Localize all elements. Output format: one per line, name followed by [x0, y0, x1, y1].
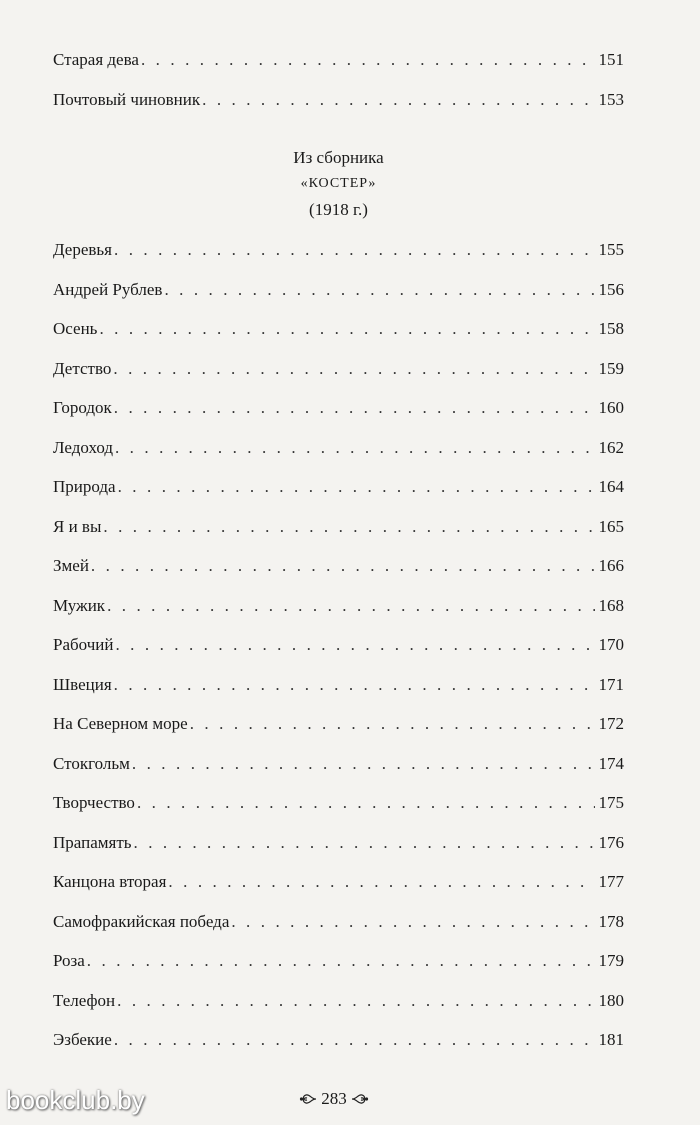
leader-dots	[99, 319, 594, 339]
leader-dots	[115, 635, 594, 655]
toc-entry	[53, 833, 624, 853]
toc-entry-page: 158	[598, 319, 624, 338]
toc-entry	[53, 754, 624, 774]
toc-entry	[53, 872, 624, 892]
toc-entry-page: 172	[598, 714, 624, 733]
toc-entry-title: Змей	[53, 556, 89, 575]
leader-dots	[114, 398, 595, 418]
toc-entry-title: Городок	[53, 398, 112, 417]
toc-entry-page: 179	[598, 951, 624, 970]
toc-entry	[53, 951, 624, 971]
leader-dots	[114, 240, 595, 260]
section-line-1: Из сборника	[293, 148, 384, 167]
toc-entry-page: 166	[598, 556, 624, 575]
toc-entry	[53, 280, 624, 300]
leader-dots	[132, 754, 595, 774]
leader-dots	[231, 912, 594, 932]
toc-entry	[53, 596, 624, 616]
toc-entry-title: Канцона вторая	[53, 872, 167, 891]
page-footer	[0, 1075, 700, 1115]
toc-entry	[53, 991, 624, 1011]
leader-dots	[87, 951, 595, 971]
toc-entry-title: Детство	[53, 358, 112, 378]
leader-dots	[117, 991, 594, 1011]
toc-entry	[53, 912, 624, 932]
toc-entry-page: 177	[598, 872, 624, 891]
leader-dots	[107, 596, 594, 616]
leader-dots	[202, 90, 594, 110]
toc-entry-page: 156	[598, 279, 624, 299]
toc-entry-page: 174	[598, 753, 624, 773]
left-ornament-icon	[299, 1092, 317, 1106]
toc-entry-page: 155	[598, 240, 624, 259]
toc-entry	[53, 319, 624, 339]
leader-dots	[114, 675, 595, 695]
toc-entry	[53, 714, 624, 734]
toc-entry	[53, 477, 624, 497]
leader-dots	[103, 517, 594, 537]
leader-dots	[141, 50, 595, 70]
toc-entry-title: Ледоход	[53, 437, 113, 457]
leader-dots	[113, 359, 594, 379]
toc-entry-page: 175	[598, 793, 624, 812]
leader-dots	[134, 833, 595, 853]
toc-entry-title: Телефон	[53, 990, 116, 1010]
leader-dots	[168, 872, 594, 892]
toc-page	[53, 0, 624, 1125]
leader-dots	[114, 1030, 595, 1050]
leader-dots	[190, 714, 595, 734]
toc-entry-page: 180	[598, 990, 624, 1010]
toc-entry	[53, 438, 624, 458]
toc-entry-title: Творчество	[53, 793, 135, 812]
toc-entry-page: 165	[598, 516, 624, 536]
toc-entry-page: 176	[598, 832, 624, 852]
toc-entry-title: Швеция	[53, 674, 112, 694]
toc-entry-title: Андрей Рублев	[53, 279, 163, 299]
toc-entry	[53, 359, 624, 379]
section-heading	[53, 145, 624, 223]
toc-entry-title: Мужик	[53, 595, 106, 615]
leader-dots	[137, 793, 595, 813]
toc-entry-title: Почтовый чиновник	[53, 90, 201, 109]
toc-entry	[53, 635, 624, 655]
toc-entry-page: 151	[598, 50, 624, 69]
toc-entry	[53, 1030, 624, 1050]
toc-entry-title: Деревья	[53, 240, 112, 259]
section-year: (1918 г.)	[309, 200, 368, 219]
toc-entry-page: 181	[598, 1030, 624, 1049]
toc-entry-title: Старая дева	[53, 50, 139, 69]
toc-entry-title: Природа	[53, 477, 116, 496]
toc-entry-title: Осень	[53, 319, 98, 338]
toc-entry	[53, 517, 624, 537]
toc-entry-title: Рабочий	[53, 635, 114, 654]
toc-entry-title: Прапамять	[53, 832, 132, 852]
toc-entry-page: 159	[598, 358, 624, 378]
toc-entry-title: На Северном море	[53, 714, 188, 733]
folio	[286, 1089, 382, 1109]
toc-entry-page: 170	[598, 635, 624, 654]
section-collection-name: «КОСТЕР»	[300, 176, 377, 191]
page-number: 283	[321, 1089, 347, 1108]
toc-entry	[53, 90, 624, 110]
toc-entry-title: Стокгольм	[53, 753, 130, 773]
toc-entry	[53, 50, 624, 70]
toc-entry-page: 168	[598, 595, 624, 615]
toc-entry-title: Эзбекие	[53, 1030, 112, 1049]
leader-dots	[91, 556, 595, 576]
toc-entry-title: Я и вы	[53, 516, 102, 536]
toc-entry-title: Самофракийская победа	[53, 911, 230, 931]
toc-entry-title: Роза	[53, 951, 85, 970]
toc-entry	[53, 398, 624, 418]
toc-entry	[53, 240, 624, 260]
toc-entry	[53, 556, 624, 576]
right-ornament-icon	[351, 1092, 369, 1106]
toc-entry-page: 153	[598, 90, 624, 109]
watermark: bookclub.by	[6, 1085, 145, 1115]
toc-entry-page: 162	[598, 437, 624, 457]
toc-entry-page: 164	[598, 477, 624, 496]
toc-entry-page: 171	[598, 674, 624, 694]
leader-dots	[164, 280, 594, 300]
toc-entry	[53, 793, 624, 813]
toc-entry-page: 160	[598, 398, 624, 417]
leader-dots	[115, 438, 595, 458]
toc-entry	[53, 675, 624, 695]
toc-entry-page: 178	[598, 911, 624, 931]
leader-dots	[118, 477, 595, 497]
